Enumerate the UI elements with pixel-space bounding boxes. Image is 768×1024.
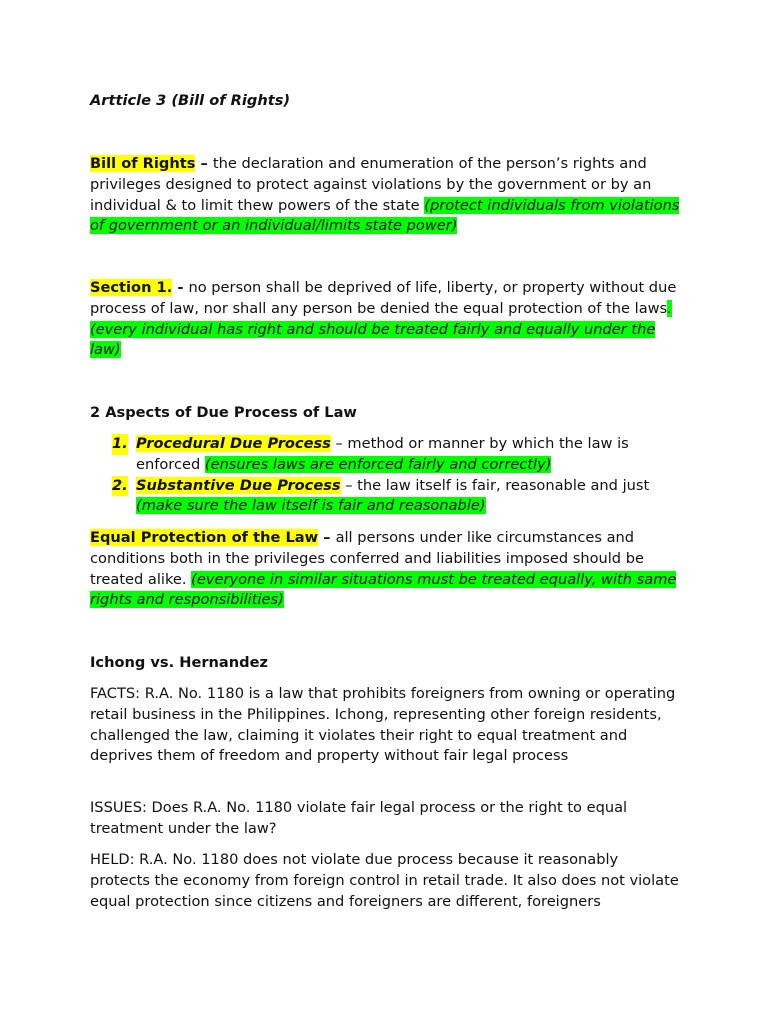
case-issues: ISSUES: Does R.A. No. 1180 violate fair legal process or the right to equal treatment under the law? <box>90 799 628 837</box>
list-item-number: 2. <box>112 476 128 497</box>
equal-protection-definition: all persons under like circumstances and conditions both in the privileges conferred and liabilities imposed should be treated alike. <box>90 529 644 588</box>
equal-protection-dash: – <box>318 529 336 546</box>
case-facts: FACTS: R.A. No. 1180 is a law that prohibits foreigners from owning or operating retail business in the Philippines. Ichong, representing other foreign residents, challenged the law, claiming it violates their right to equal treatment and deprives them of freedom and property without fair legal process <box>90 685 676 765</box>
section-1-paragraph <box>90 278 680 361</box>
substantive-due-process-definition: – the law itself is fair, reasonable and just <box>340 476 650 494</box>
procedural-due-process-definition: – method or manner by which the law is enforced <box>136 435 629 473</box>
procedural-due-process-term: Procedural Due Process <box>136 435 331 452</box>
page-title: Artticle 3 (Bill of Rights) <box>90 92 291 109</box>
bill-of-rights-definition: the declaration and enumeration of the person’s rights and privileges designed to protect against violations by the government or by an individual & to limit thew powers of the state <box>90 155 652 214</box>
substantive-due-process-note: (make sure the law itself is fair and reasonable) <box>136 497 486 515</box>
bill-of-rights-dash: – <box>195 155 213 172</box>
aspects-heading: 2 Aspects of Due Process of Law <box>90 404 357 421</box>
section-1-definition: no person shall be deprived of life, liberty, or property without due process of law, nor shall any person be denied the equal protection of the laws <box>90 279 677 317</box>
equal-protection-term: Equal Protection of the Law <box>90 529 319 546</box>
section-1-note: . (every individual has right and should be treated fairly and equally under the law) <box>90 299 672 359</box>
section-1-dash: - <box>172 279 189 296</box>
substantive-due-process-term: Substantive Due Process <box>136 476 341 494</box>
case-heading: Ichong vs. Hernandez <box>90 654 269 671</box>
list-item-number: 1. <box>112 434 128 455</box>
aspects-list <box>112 434 682 517</box>
equal-protection-paragraph <box>90 528 680 611</box>
procedural-due-process-note: (ensures laws are enforced fairly and correctly) <box>204 455 552 473</box>
bill-of-rights-term: Bill of Rights <box>90 155 196 172</box>
bill-of-rights-note: (protect individuals from violations of government or an individual/limits state power) <box>90 196 680 235</box>
list-item <box>112 476 682 518</box>
list-item <box>112 434 682 476</box>
case-held: HELD: R.A. No. 1180 does not violate due process because it reasonably protects the economy from foreign control in retail trade. It also does not violate equal protection since citizens and foreigners are different, foreigners <box>90 851 679 910</box>
equal-protection-note: (everyone in similar situations must be treated equally, with same rights and responsibilities) <box>90 570 677 609</box>
bill-of-rights-paragraph <box>90 154 680 237</box>
section-1-term: Section 1. <box>90 279 173 296</box>
